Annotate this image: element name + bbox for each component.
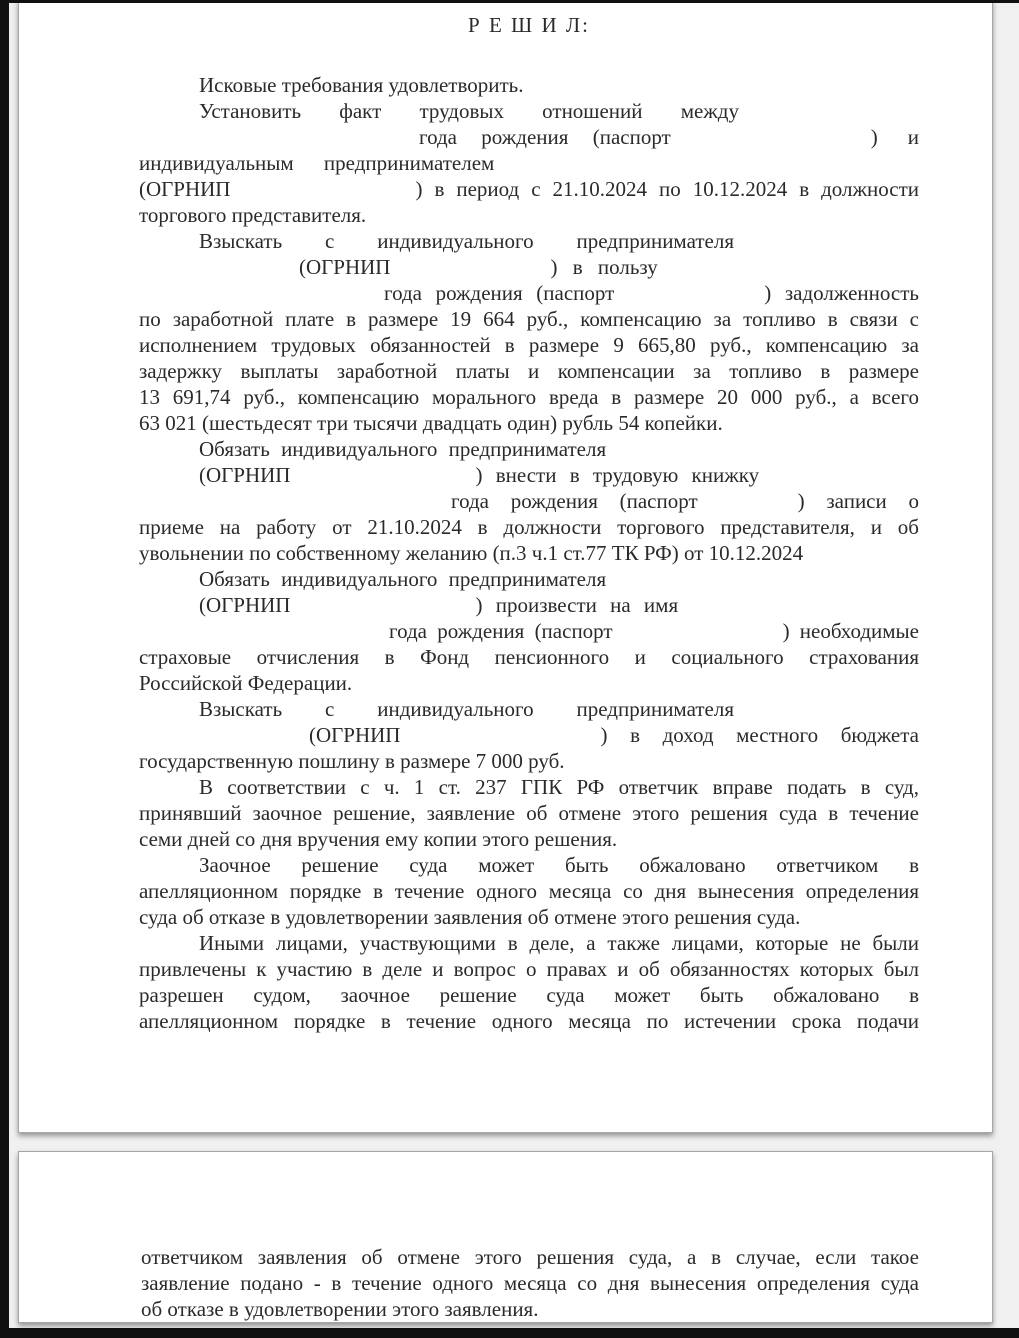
text-segment: и (907, 125, 919, 149)
text-segment: ) в доход местного бюджета (600, 723, 919, 747)
text-line (139, 228, 919, 254)
redacted-gap (290, 610, 475, 612)
text-segment: по заработной плате в размере 19 664 руб., компенсацию за топливо в связи с (139, 307, 919, 331)
text-line (139, 618, 919, 644)
text-line (139, 72, 919, 98)
redacted-gap (734, 246, 919, 248)
text-line (139, 384, 919, 410)
text-line (139, 462, 919, 488)
redacted-gap (734, 714, 919, 716)
text-line (139, 722, 919, 748)
text-line (139, 852, 919, 878)
redacted-gap (139, 636, 389, 638)
text-line (139, 956, 919, 982)
text-segment: разрешен судом, заочное решение суда может быть обжаловано в (139, 983, 919, 1007)
text-line (139, 124, 919, 150)
text-segment: приеме на работу от 21.10.2024 в должности торгового представителя, и об (139, 515, 919, 539)
text-line (139, 982, 919, 1008)
text-line (139, 176, 919, 202)
text-segment: Российской Федерации. (139, 671, 353, 695)
text-line (139, 930, 919, 956)
text-segment: ) (870, 125, 878, 149)
text-segment: (ОГРНИП (299, 255, 391, 279)
redacted-gap (400, 740, 600, 742)
text-line (139, 306, 919, 332)
text-segment: Установить факт трудовых отношений между (199, 99, 739, 123)
redacted-gap (698, 506, 798, 508)
text-segment: года рождения (паспорт (389, 619, 613, 643)
text-line (141, 1270, 919, 1296)
text-line (139, 410, 919, 436)
text-segment: Обязать индивидуального предпринимателя (199, 437, 607, 461)
text-segment: заявление подано - в течение одного месяца со дня вынесения определения суда (141, 1271, 919, 1295)
text-segment: Заочное решение суда может быть обжаловано ответчиком в (199, 853, 919, 877)
redacted-gap (230, 194, 415, 196)
redacted-gap (139, 272, 299, 274)
redacted-gap (613, 636, 783, 638)
text-line (139, 514, 919, 540)
text-line (141, 1244, 919, 1270)
redacted-gap (614, 298, 764, 300)
text-segment: Взыскать с индивидуального предпринимателя (199, 697, 734, 721)
text-segment: ) произвести на имя (475, 593, 679, 617)
text-segment: ) задолженность (764, 281, 919, 305)
text-segment: года рождения (паспорт (419, 125, 671, 149)
text-line (141, 1296, 919, 1322)
text-segment: исполнением трудовых обязанностей в размере 9 665,80 руб., компенсацию за (139, 333, 919, 357)
text-segment: года рождения (паспорт (451, 489, 698, 513)
text-segment: апелляционном порядке в течение одного месяца по истечении срока подачи (139, 1009, 919, 1033)
text-segment: 13 691,74 руб., компенсацию морального вреда в размере 20 000 руб., а всего (139, 385, 919, 409)
redacted-gap (739, 116, 919, 118)
text-segment: торгового представителя. (139, 203, 367, 227)
text-segment: (ОГРНИП (199, 463, 291, 487)
text-line (139, 358, 919, 384)
page-text (19, 1152, 992, 1322)
blank-line (139, 38, 919, 72)
text-segment: (ОГРНИП (199, 593, 291, 617)
text-line (139, 488, 919, 514)
text-segment: ) в пользу (550, 255, 658, 279)
text-segment: принявший заочное решение, заявление об отмене этого решения суда в течение (139, 801, 919, 825)
text-line (139, 592, 919, 618)
redacted-gap (139, 506, 451, 508)
text-line (139, 150, 919, 176)
text-segment: привлечены к участию в деле и вопрос о правах и об обязанностях которых был (139, 957, 919, 981)
scan-edge-top (0, 0, 1019, 3)
text-segment: года рождения (паспорт (384, 281, 615, 305)
text-line (139, 202, 919, 228)
text-segment: Р Е Ш И Л: (468, 13, 590, 37)
document-title (139, 12, 919, 38)
redacted-gap (390, 272, 550, 274)
text-segment: об отказе в удовлетворении этого заявления. (141, 1297, 539, 1321)
text-segment: Исковые требования удовлетворить. (199, 73, 524, 97)
text-segment: Обязать индивидуального предпринимателя (199, 567, 607, 591)
text-segment: (ОГРНИП (309, 723, 401, 747)
text-segment: суда об отказе в удовлетворении заявления об отмене этого решения суда. (139, 905, 801, 929)
scan-edge-bottom (0, 1328, 1019, 1338)
text-segment: семи дней со дня вручения ему копии этого решения. (139, 827, 618, 851)
text-line (139, 904, 919, 930)
text-line (139, 878, 919, 904)
text-segment: ) внести в трудовую книжку (475, 463, 760, 487)
redacted-gap (290, 480, 475, 482)
text-line (139, 774, 919, 800)
text-line (139, 1008, 919, 1034)
text-segment: Взыскать с индивидуального предпринимателя (199, 229, 734, 253)
text-segment: Иными лицами, участвующими в деле, а также лицами, которые не были (199, 931, 919, 955)
text-segment: индивидуальным предпринимателем (139, 151, 495, 175)
text-line (139, 644, 919, 670)
scan-edge-left (0, 0, 9, 1338)
redacted-gap (139, 298, 384, 300)
text-segment: государственную пошлину в размере 7 000 руб. (139, 749, 565, 773)
text-segment: (ОГРНИП (139, 177, 231, 201)
page-text (19, 0, 992, 1132)
redacted-gap (878, 142, 908, 144)
text-segment: увольнении по собственному желанию (п.3 ч.1 ст.77 ТК РФ) от 10.12.2024 (139, 541, 804, 565)
text-line (139, 800, 919, 826)
text-line (139, 436, 919, 462)
text-line (139, 98, 919, 124)
text-line (139, 670, 919, 696)
text-line (139, 280, 919, 306)
document-page-1 (18, 0, 993, 1133)
text-line (139, 540, 919, 566)
redacted-gap (139, 142, 419, 144)
text-segment: ) записи о (797, 489, 919, 513)
text-segment: ) необходимые (782, 619, 919, 643)
text-line (139, 332, 919, 358)
text-line (139, 566, 919, 592)
text-line (139, 254, 919, 280)
text-segment: В соответствии с ч. 1 ст. 237 ГПК РФ ответчик вправе подать в суд, (199, 775, 919, 799)
text-segment: ответчиком заявления об отмене этого решения суда, а в случае, если такое (141, 1245, 919, 1269)
text-segment: апелляционном порядке в течение одного месяца со дня вынесения определения (139, 879, 919, 903)
redacted-gap (671, 142, 871, 144)
text-segment: задержку выплаты заработной платы и компенсации за топливо в размере (139, 359, 919, 383)
text-line (139, 826, 919, 852)
text-segment: страховые отчисления в Фонд пенсионного и социального страхования (139, 645, 919, 669)
redacted-gap (139, 740, 309, 742)
text-segment: ) в период с 21.10.2024 по 10.12.2024 в должности (415, 177, 919, 201)
text-segment: 63 021 (шестьдесят три тысячи двадцать один) рубль 54 копейки. (139, 411, 723, 435)
text-line (139, 748, 919, 774)
document-page-2 (18, 1151, 993, 1323)
text-line (139, 696, 919, 722)
